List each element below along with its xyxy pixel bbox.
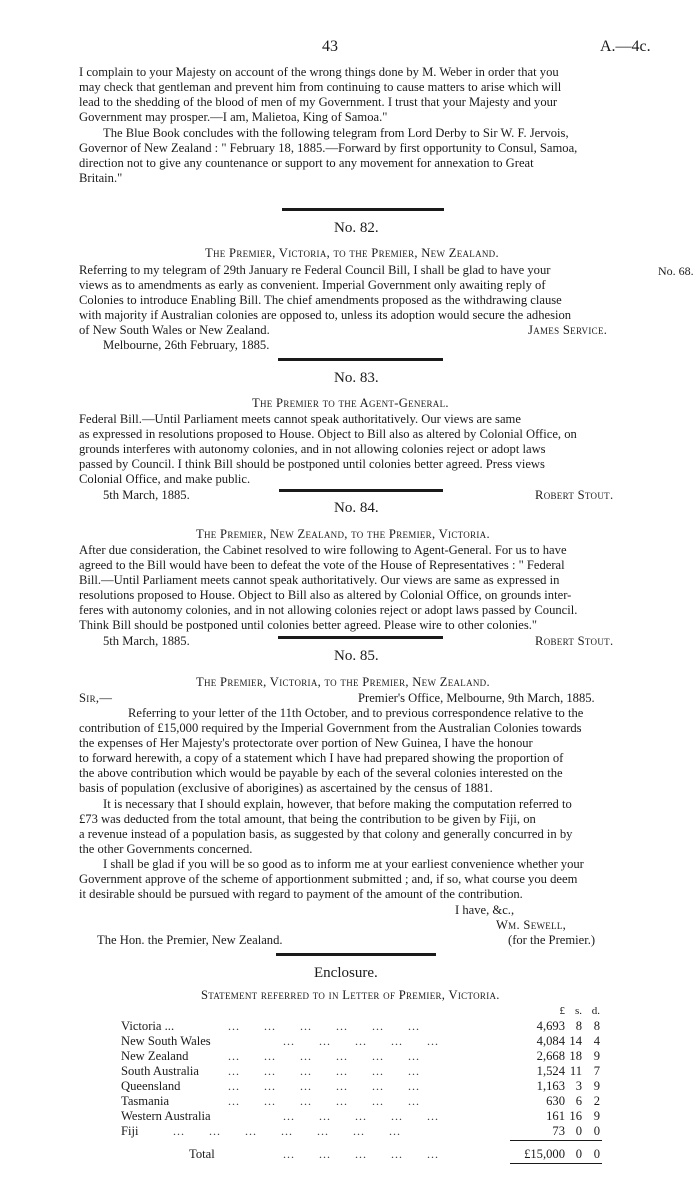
leader-dots: ... ... ... ... ... ... ... [173,1124,401,1138]
text-line: The Blue Book concludes with the following telegram from Lord Derby to Sir W. F. Jervois, [103,126,569,140]
text-line: the expenses of Her Majesty's protectorate over portion of New Guinea, I have the honour [79,736,533,750]
row-shillings: 6 [575,1094,582,1108]
leader-dots: ... ... ... ... ... [283,1034,439,1048]
text-line: Government may prosper.—I am, Malietoa, King of Samoa." [79,110,388,124]
text-line: as expressed in resolutions proposed to House. Object to Bill also as altered by Colonial Office, on [79,427,577,441]
signature: Wm. Sewell, [496,918,567,932]
leader-dots: ... ... ... ... ... ... [228,1064,420,1078]
place-date: Premier's Office, Melbourne, 9th March, 1885. [358,691,595,705]
row-name: Tasmania [121,1094,170,1108]
text-line: lead to the shedding of the blood of men of my Government. I trust that your Majesty and your [79,95,558,109]
text-line: direction not to give any countenance or support to any movement for annexation to Great [79,156,534,170]
signature: Robert Stout. [535,634,614,648]
section-divider [278,358,443,361]
leader-dots: ... ... ... ... ... ... [228,1049,420,1063]
row-name: Queensland [121,1079,181,1093]
sum-rule [510,1163,602,1164]
text-line: Government approve of the scheme of apportionment submitted ; and, if so, what course you deem [79,872,578,886]
text-line: Referring to your letter of the 11th October, and to previous correspondence relative to the [128,706,584,720]
row-pounds: 161 [546,1109,565,1123]
row-pounds: 1,524 [536,1064,565,1078]
row-pounds: 73 [552,1124,565,1138]
section-divider [279,489,443,492]
column-header-pence: d. [591,1005,600,1017]
row-name: New South Wales [121,1034,211,1048]
row-name: Fiji [121,1124,139,1138]
text-line: feres with autonomy colonies, and in not allowing colonies reject or adopt laws passed by Council. [79,603,578,617]
section-heading-85: No. 85. [334,648,379,664]
total-pence: 0 [593,1147,600,1161]
row-name: South Australia [121,1064,200,1078]
text-line: Federal Bill.—Until Parliament meets cannot speak authoritatively. Our views are same [79,412,521,426]
margin-reference: No. 68. [658,264,694,278]
row-pence: 8 [593,1019,600,1033]
leader-dots: ... ... ... ... ... ... [228,1019,420,1033]
text-line: Think Bill should be postponed until colonies better agreed. Please wire to other colonies." [79,618,538,632]
text-line: grounds interferes with autonomy colonies, and in not allowing colonies reject or adopt laws [79,442,546,456]
text-line: a revenue instead of a population basis, as suggested by that colony and generally concurred in by [79,827,573,841]
date-line: Melbourne, 26th February, 1885. [103,338,270,352]
leader-dots: ... ... ... ... ... [283,1147,439,1161]
text-line: £73 was deducted from the total amount, that being the contribution to be given by Fiji, on [79,812,536,826]
signature: Robert Stout. [535,488,614,502]
row-pounds: 4,693 [536,1019,565,1033]
row-name: New Zealand [121,1049,189,1063]
text-line: I complain to your Majesty on account of the wrong things done by M. Weber in order that you [79,65,559,79]
sum-rule [510,1140,602,1141]
row-pence: 4 [593,1034,600,1048]
text-line: Bill.—Until Parliament meets cannot speak authoritatively. Our views are same as expressed in [79,573,560,587]
section-title-85: The Premier, Victoria, to the Premier, New Zealand. [196,675,490,689]
section-divider [282,208,444,211]
section-title-84: The Premier, New Zealand, to the Premier, Victoria. [196,527,490,541]
page-reference: A.—4c. [600,38,651,55]
leader-dots: ... ... ... ... ... ... [228,1094,420,1108]
text-line: Referring to my telegram of 29th January re Federal Council Bill, I shall be glad to have your [79,263,551,277]
date-line: 5th March, 1885. [103,488,190,502]
row-pounds: 630 [546,1094,565,1108]
text-line: contribution of £15,000 required by the Imperial Government from the Australian Colonies towards [79,721,582,735]
text-line: with majority if Australian colonies are opposed to, unless its adoption would secure the adhesion [79,308,572,322]
row-shillings: 8 [575,1019,582,1033]
row-name: Western Australia [121,1109,211,1123]
date-line: 5th March, 1885. [103,634,190,648]
row-pence: 2 [593,1094,600,1108]
closing: I have, &c., [455,903,515,917]
text-line: I shall be glad if you will be so good as to inform me at your earliest convenience whether your [103,857,584,871]
row-name: Victoria ... [121,1019,175,1033]
text-line: Britain." [79,171,123,185]
row-pounds: 1,163 [536,1079,565,1093]
column-header-shillings: s. [574,1005,582,1017]
leader-dots: ... ... ... ... ... [283,1109,439,1123]
text-line: to forward herewith, a copy of a statement which I have had prepared showing the proportion of [79,751,564,765]
text-line: basis of population (exclusive of aborigines) as ascertained by the census of 1881. [79,781,493,795]
text-line: it desirable should be pursued with regard to payment of the amount of the contribution. [79,887,523,901]
section-divider [276,953,436,956]
section-title-83: The Premier to the Agent-General. [252,396,449,410]
text-line: Colonial Office, and make public. [79,472,251,486]
text-line: passed by Council. I think Bill should be postponed until colonies better agreed. Press views [79,457,545,471]
row-pence: 9 [593,1109,600,1123]
total-pounds: £15,000 [524,1147,565,1161]
row-shillings: 0 [575,1124,582,1138]
section-divider [278,636,443,639]
text-line: It is necessary that I should explain, however, that before making the computation referred to [103,797,572,811]
salutation: Sir,— [79,691,113,705]
section-heading-83: No. 83. [334,370,379,386]
signature-note: (for the Premier.) [508,933,596,947]
signature: James Service. [528,323,608,337]
text-line: the other Governments concerned. [79,842,253,856]
row-shillings: 18 [569,1049,582,1063]
text-line: the above contribution which would be payable by each of the several colonies interested on the [79,766,563,780]
text-line: Governor of New Zealand : " February 18, 1885.—Forward by first opportunity to Consul, Samoa, [79,141,578,155]
enclosure-title: Statement referred to in Letter of Premier, Victoria. [201,988,500,1002]
section-heading-84: No. 84. [334,500,379,516]
row-shillings: 14 [569,1034,582,1048]
text-line: Colonies to introduce Enabling Bill. The chief amendments proposed as the withdrawing clause [79,293,562,307]
row-pence: 9 [593,1049,600,1063]
row-shillings: 3 [575,1079,582,1093]
row-shillings: 16 [569,1109,582,1123]
row-pence: 0 [593,1124,600,1138]
addressee: The Hon. the Premier, New Zealand. [97,933,283,947]
row-pence: 7 [593,1064,600,1078]
text-line: After due consideration, the Cabinet resolved to wire following to Agent-General. For us to have [79,543,567,557]
row-pence: 9 [593,1079,600,1093]
section-title-82: The Premier, Victoria, to the Premier, New Zealand. [205,246,499,260]
row-shillings: 11 [569,1064,582,1078]
page-number: 43 [322,38,338,55]
text-line: views as to amendments as early as convenient. Imperial Government only awaiting reply of [79,278,546,292]
column-header-pounds: £ [559,1005,565,1017]
section-heading-82: No. 82. [334,220,379,236]
leader-dots: ... ... ... ... ... ... [228,1079,420,1093]
total-shillings: 0 [575,1147,582,1161]
text-line: resolutions proposed to House. Object to Bill also as altered by Colonial Office, on grounds inter- [79,588,572,602]
text-line: may check that gentleman and prevent him from continuing to cause matters to arise which will [79,80,562,94]
enclosure-heading: Enclosure. [314,965,378,981]
text-line: of New South Wales or New Zealand. [79,323,270,337]
row-pounds: 4,084 [536,1034,565,1048]
total-label: Total [189,1147,215,1161]
row-pounds: 2,668 [536,1049,565,1063]
text-line: agreed to the Bill would have been to defeat the vote of the House of Representatives : " Federal [79,558,565,572]
